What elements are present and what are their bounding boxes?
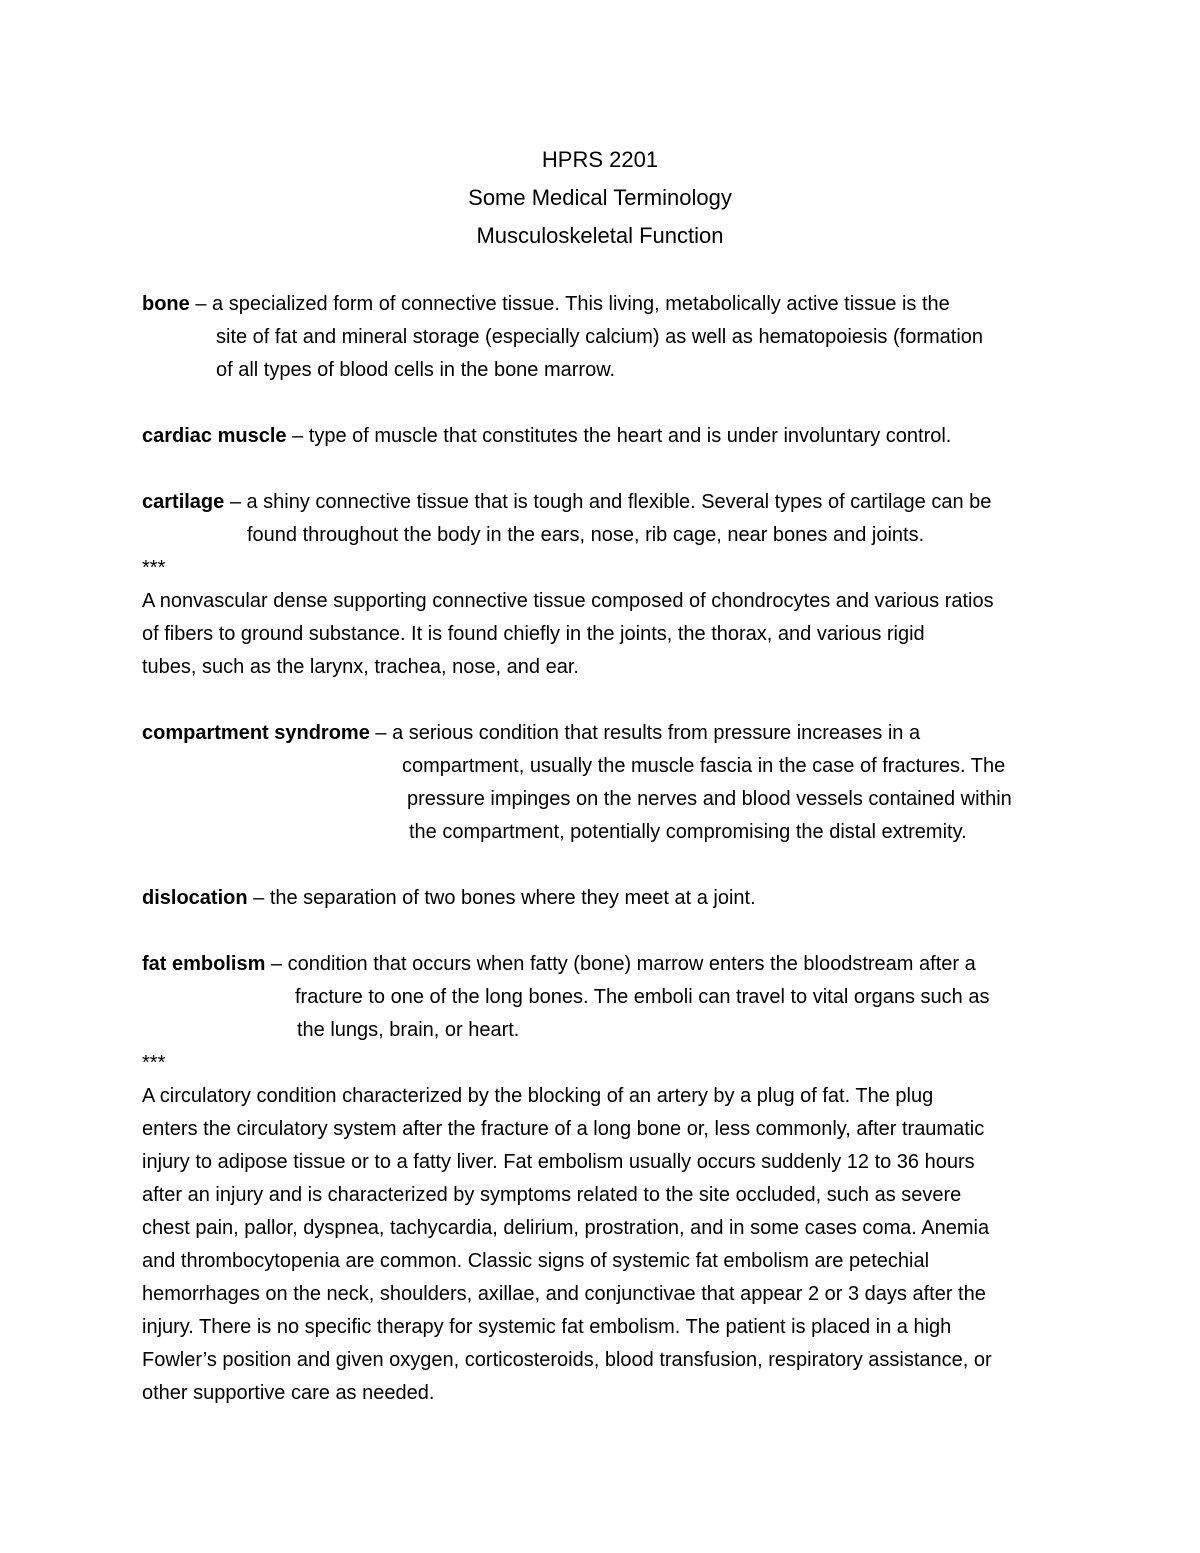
entry-compartment-syndrome-line2: compartment, usually the muscle fascia in the case of fractures. The (402, 755, 1006, 777)
fat-embolism-alt-line4: after an injury and is characterized by symptoms related to the site occluded, such as severe (142, 1184, 962, 1206)
fat-embolism-alt-line5: chest pain, pallor, dyspnea, tachycardia, delirium, prostration, and in some cases coma. Anemia (142, 1217, 990, 1239)
fat-embolism-alt-line10: other supportive care as needed. (142, 1382, 435, 1404)
entry-fat-embolism-line1 (142, 950, 976, 978)
fat-embolism-alt-line1: A circulatory condition characterized by the blocking of an artery by a plug of fat. The plug (142, 1085, 934, 1107)
topic-heading: Musculoskeletal Function (476, 223, 724, 248)
fat-embolism-alt-line6: and thrombocytopenia are common. Classic signs of systemic fat embolism are petechial (142, 1250, 930, 1272)
entry-cartilage-line2: found throughout the body in the ears, nose, rib cage, near bones and joints. (247, 524, 925, 546)
definition-text: – a specialized form of connective tissue. This living, metabolically active tissue is the (189, 293, 950, 315)
fat-embolism-alt-line8: injury. There is no specific therapy for systemic fat embolism. The patient is placed in a high (142, 1316, 952, 1338)
term-fat-embolism: fat embolism (142, 953, 266, 975)
cartilage-alt-definition-line1: A nonvascular dense supporting connective tissue composed of chondrocytes and various ratios (142, 590, 994, 612)
fat-embolism-alt-line2: enters the circulatory system after the fracture of a long bone or, less commonly, after traumatic (142, 1118, 985, 1140)
definition-text: – type of muscle that constitutes the heart and is under involuntary control. (286, 425, 952, 447)
entry-dislocation (142, 884, 756, 912)
term-cartilage: cartilage (142, 491, 225, 513)
entry-bone-line2: site of fat and mineral storage (especially calcium) as well as hematopoiesis (formation (216, 326, 984, 348)
fat-embolism-alt-line3: injury to adipose tissue or to a fatty liver. Fat embolism usually occurs suddenly 12 to 36 hours (142, 1151, 975, 1173)
entry-fat-embolism-line2: fracture to one of the long bones. The emboli can travel to vital organs such as (295, 986, 990, 1008)
entry-compartment-syndrome-line1 (142, 719, 920, 747)
entry-compartment-syndrome-line4: the compartment, potentially compromising the distal extremity. (409, 821, 967, 843)
separator: *** (142, 557, 166, 579)
term-cardiac-muscle: cardiac muscle (142, 425, 287, 447)
fat-embolism-alt-line9: Fowler’s position and given oxygen, corticosteroids, blood transfusion, respiratory assistance, or (142, 1349, 992, 1371)
entry-bone-line1 (142, 290, 950, 318)
entry-bone-line3: of all types of blood cells in the bone marrow. (216, 359, 616, 381)
entry-cartilage-line1 (142, 488, 991, 516)
course-title: HPRS 2201 (541, 147, 659, 172)
cartilage-alt-definition-line2: of fibers to ground substance. It is found chiefly in the joints, the thorax, and various rigid (142, 623, 925, 645)
entry-compartment-syndrome-line3: pressure impinges on the nerves and blood vessels contained within (407, 788, 1012, 810)
cartilage-alt-definition-line3: tubes, such as the larynx, trachea, nose, and ear. (142, 656, 579, 678)
definition-text: – a shiny connective tissue that is tough and flexible. Several types of cartilage can be (224, 491, 992, 513)
entry-fat-embolism-line3: the lungs, brain, or heart. (297, 1019, 520, 1041)
definition-text: – the separation of two bones where they meet at a joint. (247, 887, 756, 909)
term-dislocation: dislocation (142, 887, 248, 909)
term-compartment-syndrome: compartment syndrome (142, 722, 370, 744)
definition-text: – condition that occurs when fatty (bone) marrow enters the bloodstream after a (265, 953, 976, 975)
fat-embolism-alt-line7: hemorrhages on the neck, shoulders, axillae, and conjunctivae that appear 2 or 3 days after the (142, 1283, 986, 1305)
separator: *** (142, 1052, 166, 1074)
document-subtitle: Some Medical Terminology (468, 185, 732, 210)
entry-cardiac-muscle (142, 422, 951, 450)
term-bone: bone (142, 293, 190, 315)
definition-text: – a serious condition that results from pressure increases in a (369, 722, 921, 744)
